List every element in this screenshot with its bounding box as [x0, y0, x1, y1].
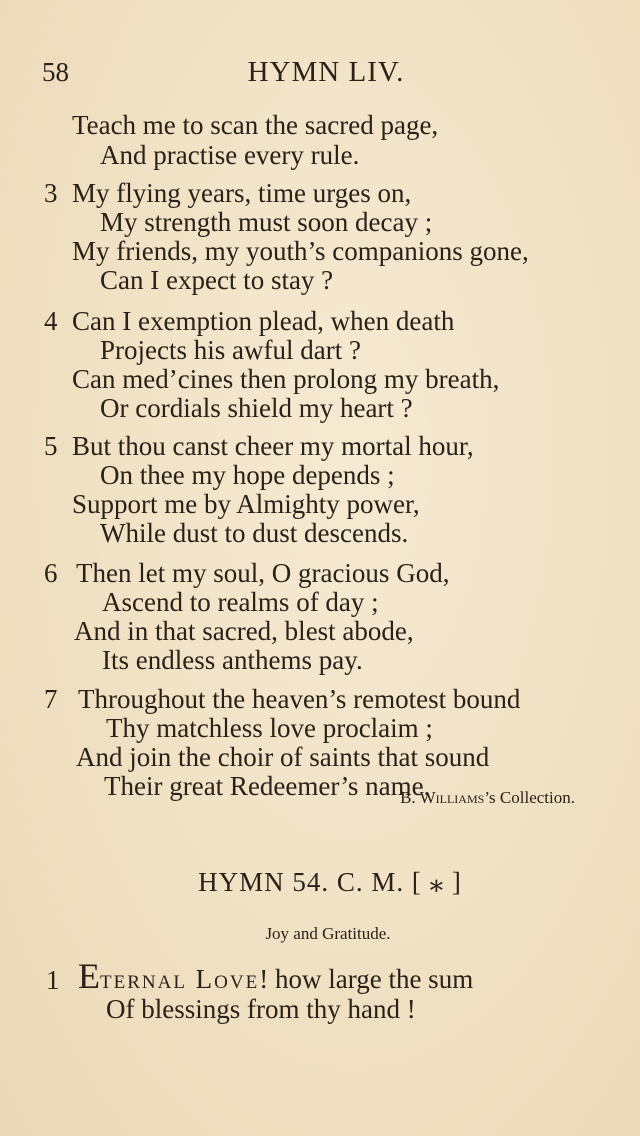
verse-number: 5 — [44, 431, 58, 461]
line-rest: ! how large the sum — [259, 964, 474, 994]
verse-line: Thy matchless love proclaim ; — [106, 713, 433, 743]
verse-line: Projects his awful dart ? — [100, 335, 361, 365]
initial-capital: E — [78, 956, 100, 996]
verse-line: Can I exemption plead, when death — [72, 306, 455, 336]
attribution-source: ’s Collection. — [484, 788, 575, 807]
verse-line: Its endless anthems pay. — [102, 645, 363, 675]
verse-line: Or cordials shield my heart ? — [100, 393, 413, 423]
verse-line: Their great Redeemer’s name. — [104, 771, 431, 801]
hymn-subtitle: Joy and Gratitude. — [265, 924, 391, 943]
verse-line: And join the choir of saints that sound — [76, 742, 490, 772]
verse-number: 1 — [46, 965, 60, 995]
running-head: HYMN LIV. — [247, 56, 405, 88]
verse-line: Can med’cines then prolong my breath, — [72, 364, 500, 394]
verse-line: Teach me to scan the sacred page, — [72, 110, 439, 140]
verse-line: Then let my soul, O gracious God, — [76, 558, 450, 588]
verse-line: And in that sacred, blest abode, — [74, 616, 414, 646]
first-word-small-caps: ternal Love — [100, 964, 260, 994]
verse-number: 4 — [44, 306, 58, 336]
verse-line — [78, 956, 474, 996]
verse-line: And practise every rule. — [100, 140, 360, 170]
verse-line: While dust to dust descends. — [100, 518, 409, 548]
attribution-name: B. Williams — [400, 788, 485, 807]
verse-line: But thou canst cheer my mortal hour, — [72, 431, 474, 461]
page-number: 58 — [42, 57, 69, 87]
verse-line: Of blessings from thy hand ! — [106, 994, 416, 1024]
verse-number: 3 — [44, 178, 58, 208]
verse-line: My strength must soon decay ; — [100, 207, 433, 237]
verse-number: 7 — [44, 684, 58, 714]
verse-line: Support me by Almighty power, — [72, 489, 420, 519]
verse-line: Ascend to realms of day ; — [102, 587, 379, 617]
verse-line: Can I expect to stay ? — [100, 265, 334, 295]
attribution — [0, 788, 575, 808]
verse-line: Throughout the heaven’s remotest bound — [78, 684, 521, 714]
verse-line: My friends, my youth’s companions gone, — [72, 236, 529, 266]
verse-line: My flying years, time urges on, — [72, 178, 412, 208]
hymn-title: HYMN 54. C. M. [ ⁎ ] — [198, 867, 462, 897]
verse-number: 6 — [44, 558, 58, 588]
verse-line: On thee my hope depends ; — [100, 460, 395, 490]
